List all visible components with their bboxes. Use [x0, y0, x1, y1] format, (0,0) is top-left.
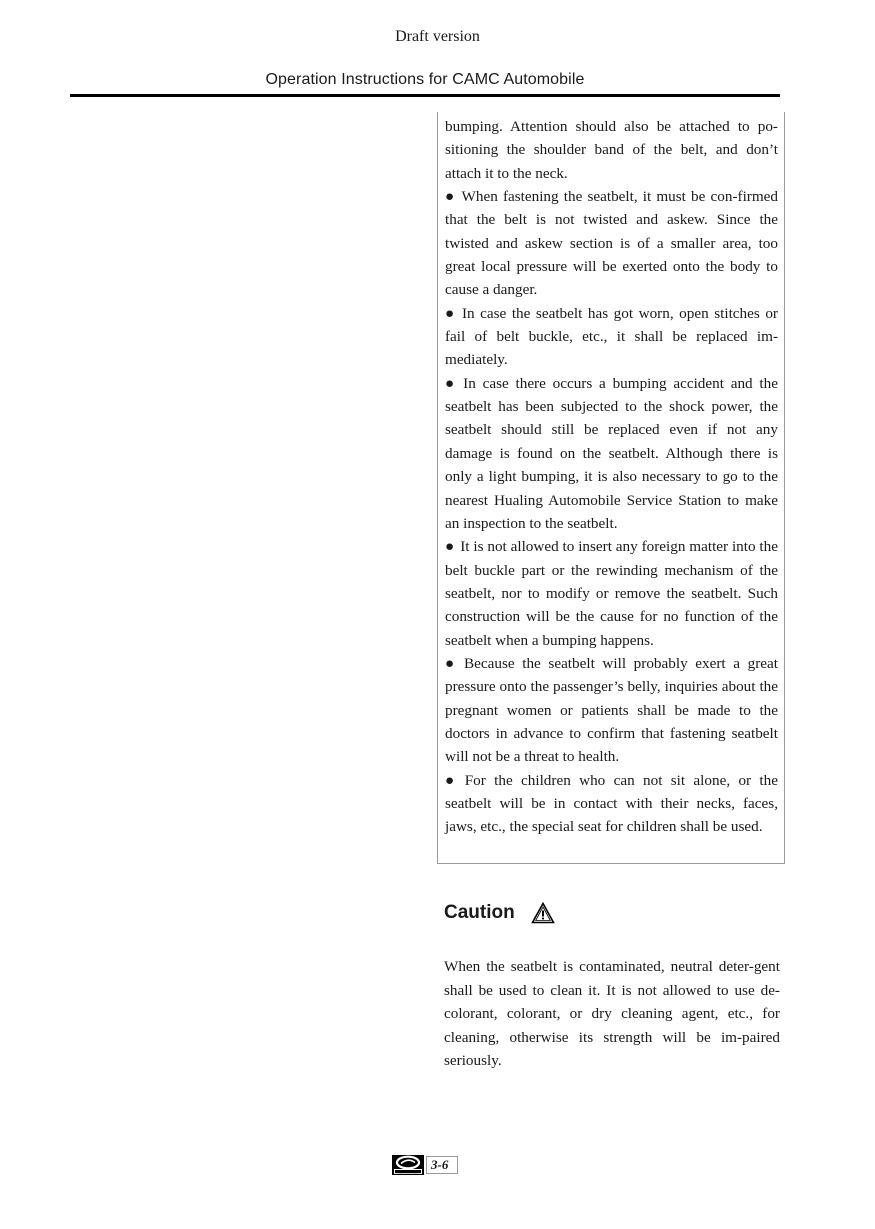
seatbelt-notes-box [437, 112, 785, 864]
bullet-icon: ● [445, 538, 455, 556]
caution-heading [444, 902, 515, 932]
bullet-paragraph: ● Because the seatbelt will probably exert a great pressure onto the passenger’s belly, inquiries about the pregnant women or patients shall be made to the doctors in advance to confirm that fastening seatbelt will not be a threat to health. [445, 654, 778, 766]
running-header: Operation Instructions for CAMC Automobile [265, 71, 585, 88]
bullet-icon: ● [445, 771, 459, 789]
bullet-paragraph: ● It is not allowed to insert any foreign matter into the belt buckle part or the rewinding mechanism of the seatbelt, nor to modify or remove the seatbelt. Such construction will be the cause for no function of the seatbelt when a bumping happens. [445, 538, 778, 649]
caution-text: When the seatbelt is contaminated, neutral deter-gent shall be used to clean it. It is not allowed to use de-colorant, colorant, or dry cleaning agent, etc., for cleaning, otherwise its strength will be im-paired seriously. [444, 958, 780, 1069]
bullet-icon: ● [445, 188, 456, 206]
camc-logo-icon [392, 1155, 424, 1175]
bullet-paragraph: ● In case the seatbelt has got worn, open stitches or fail of belt buckle, etc., it shall be replaced im-mediately. [445, 304, 778, 369]
page-number: 3-6 [426, 1156, 458, 1174]
bullet-icon: ● [445, 654, 459, 672]
caution-title: Caution [444, 902, 515, 923]
bullet-icon: ● [445, 374, 458, 392]
bullet-paragraph: ● For the children who can not sit alone, or the seatbelt will be in contact with their necks, faces, jaws, etc., the special seat for children shall be used. [445, 771, 778, 836]
warning-triangle-icon [531, 902, 555, 924]
bullet-paragraph: ● In case there occurs a bumping accident and the seatbelt has been subjected to the shock power, the seatbelt should still be replaced even if not any damage is found on the seatbelt. Although there is only a light bumping, it is also necessary to go to the nearest Hualing Automobile Service Station to make an inspection to the seatbelt. [445, 374, 778, 532]
draft-label: Draft version [395, 28, 480, 45]
bullet-icon: ● [445, 304, 456, 322]
bullet-paragraph: ● When fastening the seatbelt, it must be con-firmed that the belt is not twisted and askew. Since the twisted and askew section is of a smaller area, too great local pressure will be exerted onto the body to cause a danger. [445, 188, 778, 299]
paragraph: bumping. Attention should also be attached to po-sitioning the shoulder band of the belt, and don’t attach it to the neck. [445, 118, 778, 182]
header-divider [70, 94, 780, 97]
